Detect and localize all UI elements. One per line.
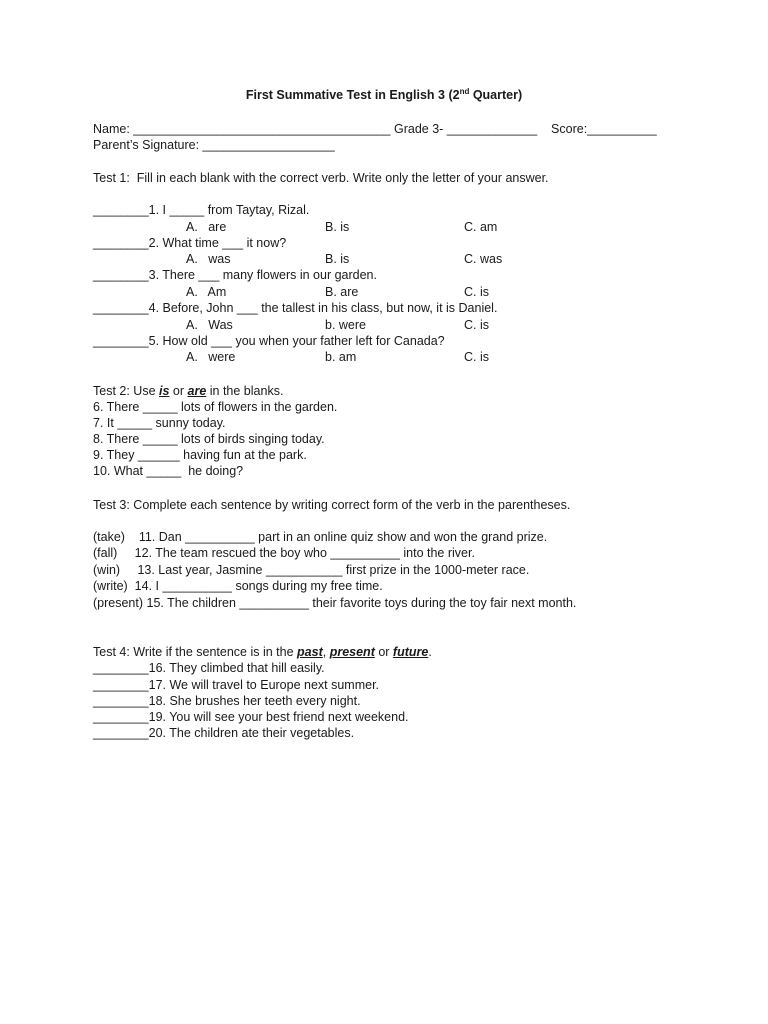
test1-option-b: b. were xyxy=(325,318,366,332)
test1-question-1: ________1. I _____ from Taytay, Rizal. xyxy=(93,203,310,217)
test1-option-a: A. Am xyxy=(186,285,227,299)
test1-option-c: C. is xyxy=(464,318,489,332)
test4-keyword-past: past xyxy=(297,645,323,659)
test3-instruction: Test 3: Complete each sentence by writing correct form of the verb in the parentheses. xyxy=(93,498,571,512)
test4-keyword-present: present xyxy=(329,645,375,659)
test4-item-17: ________17. We will travel to Europe next summer. xyxy=(93,678,380,692)
test1-option-c: C. am xyxy=(464,220,498,234)
test2-item-9: 9. They ______ having fun at the park. xyxy=(93,448,307,462)
test1-question-2: ________2. What time ___ it now? xyxy=(93,236,287,250)
test2-keyword-is: is xyxy=(159,384,170,398)
test1-option-a: A. were xyxy=(186,350,236,364)
test2-item-10: 10. What _____ he doing? xyxy=(93,464,244,478)
test1-option-a: A. Was xyxy=(186,318,233,332)
test4-instruction-text: . xyxy=(428,645,432,659)
test2-instruction-text: in the blanks. xyxy=(206,384,284,398)
test4-item-20: ________20. The children ate their vegetables. xyxy=(93,726,355,740)
test3-item-12: (fall) 12. The team rescued the boy who __________ into the river. xyxy=(93,546,475,560)
test2-item-7: 7. It _____ sunny today. xyxy=(93,416,226,430)
test2-instruction-text: or xyxy=(169,384,188,398)
test1-question-3: ________3. There ___ many flowers in our garden. xyxy=(93,268,377,282)
parent-signature-line: Parent’s Signature: ___________________ xyxy=(93,138,335,152)
title-text: First Summative Test in English 3 (2 xyxy=(245,88,460,102)
test4-instruction-text: , xyxy=(322,645,330,659)
test4-keyword-future: future xyxy=(392,645,429,659)
test2-instruction-text: Test 2: Use xyxy=(93,384,159,398)
test4-item-18: ________18. She brushes her teeth every night. xyxy=(93,694,361,708)
test1-option-a: A. was xyxy=(186,252,231,266)
test1-question-5: ________5. How old ___ you when your father left for Canada? xyxy=(93,334,445,348)
test2-instruction xyxy=(93,383,283,399)
test1-instruction: Test 1: Fill in each blank with the correct verb. Write only the letter of your answer. xyxy=(93,171,549,185)
title-superscript: nd xyxy=(459,86,470,96)
test3-item-11: (take) 11. Dan __________ part in an online quiz show and won the grand prize. xyxy=(93,530,548,544)
test1-option-b: b. am xyxy=(325,350,357,364)
test4-instruction-text: Test 4: Write if the sentence is in the xyxy=(93,645,298,659)
test4-item-16: ________16. They climbed that hill easily. xyxy=(93,661,325,675)
test1-option-c: C. was xyxy=(464,252,503,266)
test1-option-b: B. is xyxy=(325,220,350,234)
test3-item-13: (win) 13. Last year, Jasmine ___________ first prize in the 1000-meter race. xyxy=(93,563,530,577)
test1-question-4: ________4. Before, John ___ the tallest in his class, but now, it is Daniel. xyxy=(93,301,498,315)
test1-option-c: C. is xyxy=(464,285,489,299)
test1-option-a: A. are xyxy=(186,220,227,234)
test4-item-19: ________19. You will see your best friend next weekend. xyxy=(93,710,409,724)
test1-option-c: C. is xyxy=(464,350,489,364)
test4-instruction xyxy=(93,644,432,660)
test1-option-b: B. are xyxy=(325,285,359,299)
test4-instruction-text: or xyxy=(374,645,393,659)
test2-item-6: 6. There _____ lots of flowers in the garden. xyxy=(93,400,338,414)
test1-option-b: B. is xyxy=(325,252,350,266)
title-text-end: Quarter) xyxy=(469,88,523,102)
test2-keyword-are: are xyxy=(187,384,207,398)
test2-item-8: 8. There _____ lots of birds singing today. xyxy=(93,432,325,446)
page-title xyxy=(0,88,768,102)
test3-item-14: (write) 14. I __________ songs during my free time. xyxy=(93,579,383,593)
name-grade-score-line: Name: _____________________________________ Grade 3- _____________ Score:__________ xyxy=(93,122,657,136)
test3-item-15: (present) 15. The children __________ their favorite toys during the toy fair next month. xyxy=(93,596,577,610)
